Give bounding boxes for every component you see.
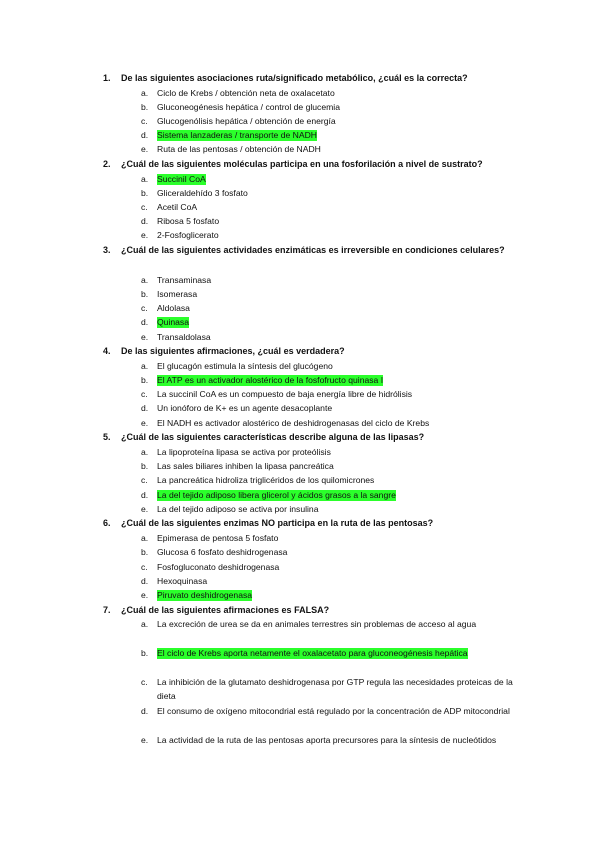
option-7b: b. El ciclo de Krebs aporta netamente el oxalacetato para gluconeogénesis hepática (141, 648, 468, 658)
option-text: Ciclo de Krebs / obtención neta de oxalacetato (157, 88, 335, 98)
question-text: ¿Cuál de las siguientes características describe alguna de las lipasas? (121, 432, 425, 442)
option-5b: b. Las sales biliares inhiben la lipasa pancreática (141, 461, 334, 471)
question-5 (103, 430, 513, 444)
question-text: ¿Cuál de las siguientes moléculas participa en una fosforilación a nivel de sustrato? (121, 159, 483, 169)
option-4b: b. El ATP es un activador alostérico de la fosfofructo quinasa I (141, 375, 384, 385)
question-6 (103, 516, 513, 530)
option-text: El NADH es activador alostérico de deshidrogenasas del ciclo de Krebs (157, 418, 430, 428)
option-1e: e. Ruta de las pentosas / obtención de NADH (141, 144, 321, 154)
option-6d: d. Hexoquinasa (141, 576, 208, 586)
option-1a: a. Ciclo de Krebs / obtención neta de oxalacetato (141, 88, 335, 98)
option-1d: d. Sistema lanzaderas / transporte de NADH (141, 130, 318, 140)
question-number: 2. (103, 159, 111, 169)
option-3b: b. Isomerasa (141, 289, 198, 299)
option-text: 2-Fosfoglicerato (157, 230, 219, 240)
question-2 (103, 157, 513, 171)
option-1b: b. Gluconeogénesis hepática / control de glucemia (141, 102, 340, 112)
option-2a: a. Succinil CoA (141, 174, 206, 184)
option-5c: c. La pancreática hidroliza triglicéridos de los quilomicrones (141, 475, 375, 485)
option-1c: c. Glucogenólisis hepática / obtención de energía (141, 116, 336, 126)
option-text: Gluconeogénesis hepática / control de glucemia (157, 102, 340, 112)
correct-answer-highlight: Succinil CoA (157, 174, 206, 184)
option-text: El consumo de oxígeno mitocondrial está regulado por la concentración de ADP mitocondrial (157, 706, 510, 716)
option-7c: c. La inhibición de la glutamato deshidrogenasa por GTP regula las necesidades proteicas de la dieta (141, 677, 513, 702)
question-text: ¿Cuál de las siguientes actividades enzimáticas es irreversible en condiciones celulares? (121, 245, 505, 255)
option-4a: a. El glucagón estimula la síntesis del glucógeno (141, 361, 333, 371)
option-text: Ribosa 5 fosfato (157, 216, 220, 226)
question-text: De las siguientes afirmaciones, ¿cuál es verdadera? (121, 346, 345, 356)
option-text: La succinil CoA es un compuesto de baja energía libre de hidrólisis (157, 389, 413, 399)
question-4 (103, 344, 513, 358)
option-text: La actividad de la ruta de las pentosas aporta precursores para la síntesis de nucleótidos (157, 735, 497, 745)
correct-answer-highlight: Piruvato deshidrogenasa (157, 590, 253, 600)
correct-answer-highlight: El ciclo de Krebs aporta netamente el oxalacetato para gluconeogénesis hepática (157, 648, 468, 658)
option-2b: b. Gliceraldehído 3 fosfato (141, 188, 248, 198)
option-2c: c. Acetil CoA (141, 202, 198, 212)
question-1 (103, 71, 513, 85)
option-6a: a. Epimerasa de pentosa 5 fosfato (141, 533, 279, 543)
question-number: 6. (103, 518, 111, 528)
option-text: Hexoquinasa (157, 576, 208, 586)
option-3e: e. Transaldolasa (141, 332, 211, 342)
question-number: 4. (103, 346, 111, 356)
option-text: La pancreática hidroliza triglicéridos de los quilomicrones (157, 475, 375, 485)
option-text: Las sales biliares inhiben la lipasa pancreática (157, 461, 334, 471)
correct-answer-highlight: El ATP es un activador alostérico de la fosfofructo quinasa I (157, 375, 384, 385)
correct-answer-highlight: Quinasa (157, 317, 190, 327)
option-text: Glucogenólisis hepática / obtención de energía (157, 116, 336, 126)
option-2e: e. 2-Fosfoglicerato (141, 230, 219, 240)
option-text: La excreción de urea se da en animales terrestres sin problemas de acceso al agua (157, 619, 477, 629)
option-7d: d. El consumo de oxígeno mitocondrial está regulado por la concentración de ADP mitocondrial (141, 706, 510, 716)
option-3d: d. Quinasa (141, 317, 190, 327)
option-5d: d. La del tejido adiposo libera glicerol y ácidos grasos a la sangre (141, 490, 396, 500)
option-text: Transaminasa (157, 275, 212, 285)
question-text: ¿Cuál de las siguientes enzimas NO participa en la ruta de las pentosas? (121, 518, 434, 528)
question-3 (103, 243, 513, 257)
option-text: Gliceraldehído 3 fosfato (157, 188, 248, 198)
option-text: La lipoproteína lipasa se activa por proteólisis (157, 447, 331, 457)
option-5e: e. La del tejido adiposo se activa por insulina (141, 504, 319, 514)
option-text: Un ionóforo de K+ es un agente desacoplante (157, 403, 333, 413)
question-text: ¿Cuál de las siguientes afirmaciones es FALSA? (121, 605, 330, 615)
option-4d: d. Un ionóforo de K+ es un agente desacoplante (141, 403, 333, 413)
option-text: Transaldolasa (157, 332, 211, 342)
option-text: La del tejido adiposo se activa por insulina (157, 504, 319, 514)
option-text: Isomerasa (157, 289, 198, 299)
question-number: 5. (103, 432, 111, 442)
option-4c: c. La succinil CoA es un compuesto de baja energía libre de hidrólisis (141, 389, 413, 399)
correct-answer-highlight: La del tejido adiposo libera glicerol y ácidos grasos a la sangre (157, 490, 396, 500)
option-text: Glucosa 6 fosfato deshidrogenasa (157, 547, 288, 557)
option-7a: a. La excreción de urea se da en animales terrestres sin problemas de acceso al agua (141, 619, 477, 629)
question-number: 3. (103, 245, 111, 255)
option-3a: a. Transaminasa (141, 275, 212, 285)
option-2d: d. Ribosa 5 fosfato (141, 216, 220, 226)
question-text: De las siguientes asociaciones ruta/significado metabólico, ¿cuál es la correcta? (121, 73, 468, 83)
option-text: Acetil CoA (157, 202, 198, 212)
option-text: Epimerasa de pentosa 5 fosfato (157, 533, 279, 543)
option-7e: e. La actividad de la ruta de las pentosas aporta precursores para la síntesis de nucleótidos (141, 735, 497, 745)
option-text: La inhibición de la glutamato deshidrogenasa por GTP regula las necesidades proteicas de la dieta (157, 677, 513, 702)
option-6c: c. Fosfogluconato deshidrogenasa (141, 562, 280, 572)
option-3c: c. Aldolasa (141, 303, 190, 313)
option-text: El glucagón estimula la síntesis del glucógeno (157, 361, 333, 371)
question-7 (103, 603, 513, 617)
option-text: Aldolasa (157, 303, 190, 313)
option-text: Ruta de las pentosas / obtención de NADH (157, 144, 321, 154)
option-4e: e. El NADH es activador alostérico de deshidrogenasas del ciclo de Krebs (141, 418, 430, 428)
option-6e: e. Piruvato deshidrogenasa (141, 590, 253, 600)
correct-answer-highlight: Sistema lanzaderas / transporte de NADH (157, 130, 318, 140)
option-6b: b. Glucosa 6 fosfato deshidrogenasa (141, 547, 288, 557)
option-5a: a. La lipoproteína lipasa se activa por proteólisis (141, 447, 331, 457)
question-number: 7. (103, 605, 111, 615)
option-text: Fosfogluconato deshidrogenasa (157, 562, 280, 572)
question-number: 1. (103, 73, 111, 83)
